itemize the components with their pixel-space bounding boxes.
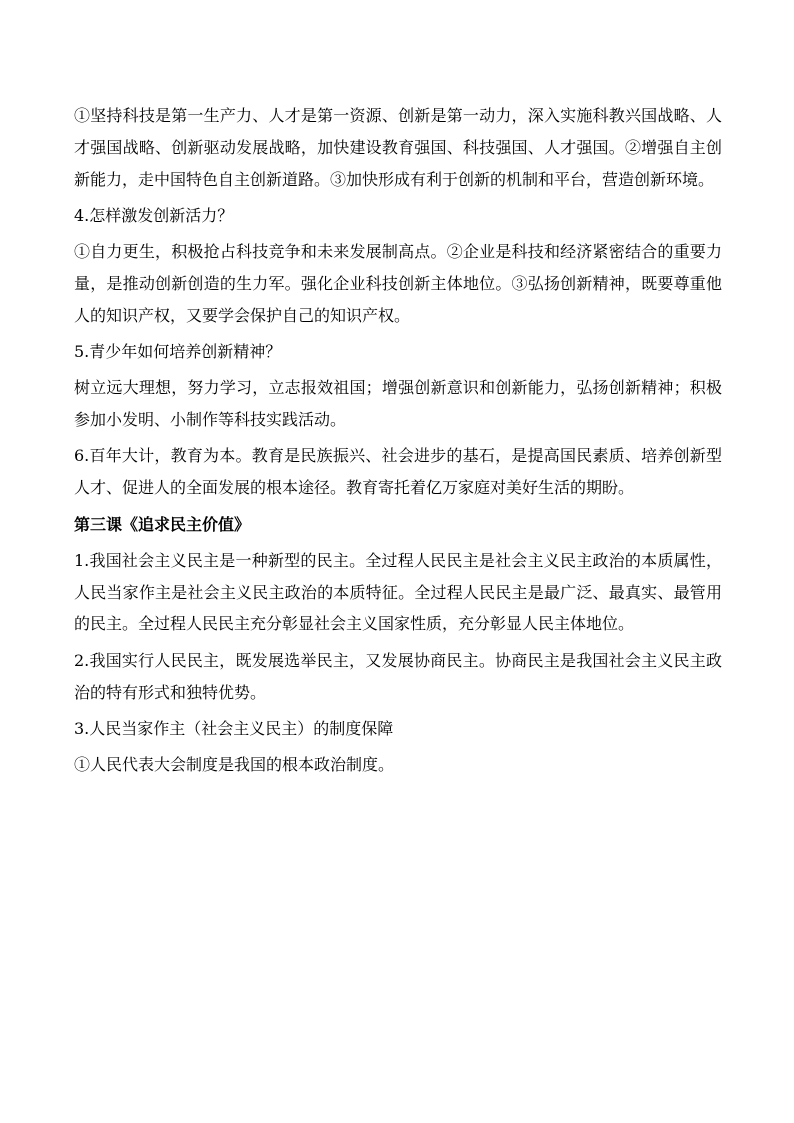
paragraph-education: 6.百年大计，教育为本。教育是民族振兴、社会进步的基石，是提高国民素质、培养创新型人才、促进人的全面发展的根本途径。教育寄托着亿万家庭对美好生活的期盼。 [74, 446, 722, 498]
question-5-heading: 5.青少年如何培养创新精神？ [74, 342, 282, 362]
section-3-heading: 3.人民当家作主（社会主义民主）的制度保障 [74, 718, 394, 738]
lesson-3-title: 第三课《追求民主价值》 [74, 514, 251, 534]
paragraph-innovation-strategy: ①坚持科技是第一生产力、人才是第一资源、创新是第一动力，深入实施科教兴国战略、人才强国战略、创新驱动发展战略，加快建设教育强国、科技强国、人才强国。②增强自主创新能力，走中国特色自主创新道路。③加快形成有利于创新的机制和平台，营造创新环境。 [74, 106, 722, 189]
paragraph-socialist-democracy: 1.我国社会主义民主是一种新型的民主。全过程人民民主是社会主义民主政治的本质属性，人民当家作主是社会主义民主政治的本质特征。全过程人民民主是最广泛、最真实、最管用的民主。全过程人民民主充分彰显社会主义国家性质，充分彰显人民主体地位。 [74, 550, 722, 634]
paragraph-consultative-democracy: 2.我国实行人民民主，既发展选举民主，又发展协商民主。协商民主是我国社会主义民主政治的特有形式和独特优势。 [74, 650, 722, 702]
paragraph-npc-system: ①人民代表大会制度是我国的根本政治制度。 [74, 755, 395, 775]
paragraph-youth-innovation: 树立远大理想，努力学习，立志报效祖国；增强创新意识和创新能力，弘扬创新精神；积极参加小发明、小制作等科技实践活动。 [74, 378, 722, 430]
paragraph-innovation-vitality: ①自力更生，积极抢占科技竞争和未来发展制高点。②企业是科技和经济紧密结合的重要力量，是推动创新创造的生力军。强化企业科技创新主体地位。③弘扬创新精神，既要尊重他人的知识产权，又要学会保护自己的知识产权。 [74, 242, 722, 325]
question-4-heading: 4.怎样激发创新活力？ [74, 205, 234, 225]
document-body [74, 100, 722, 785]
